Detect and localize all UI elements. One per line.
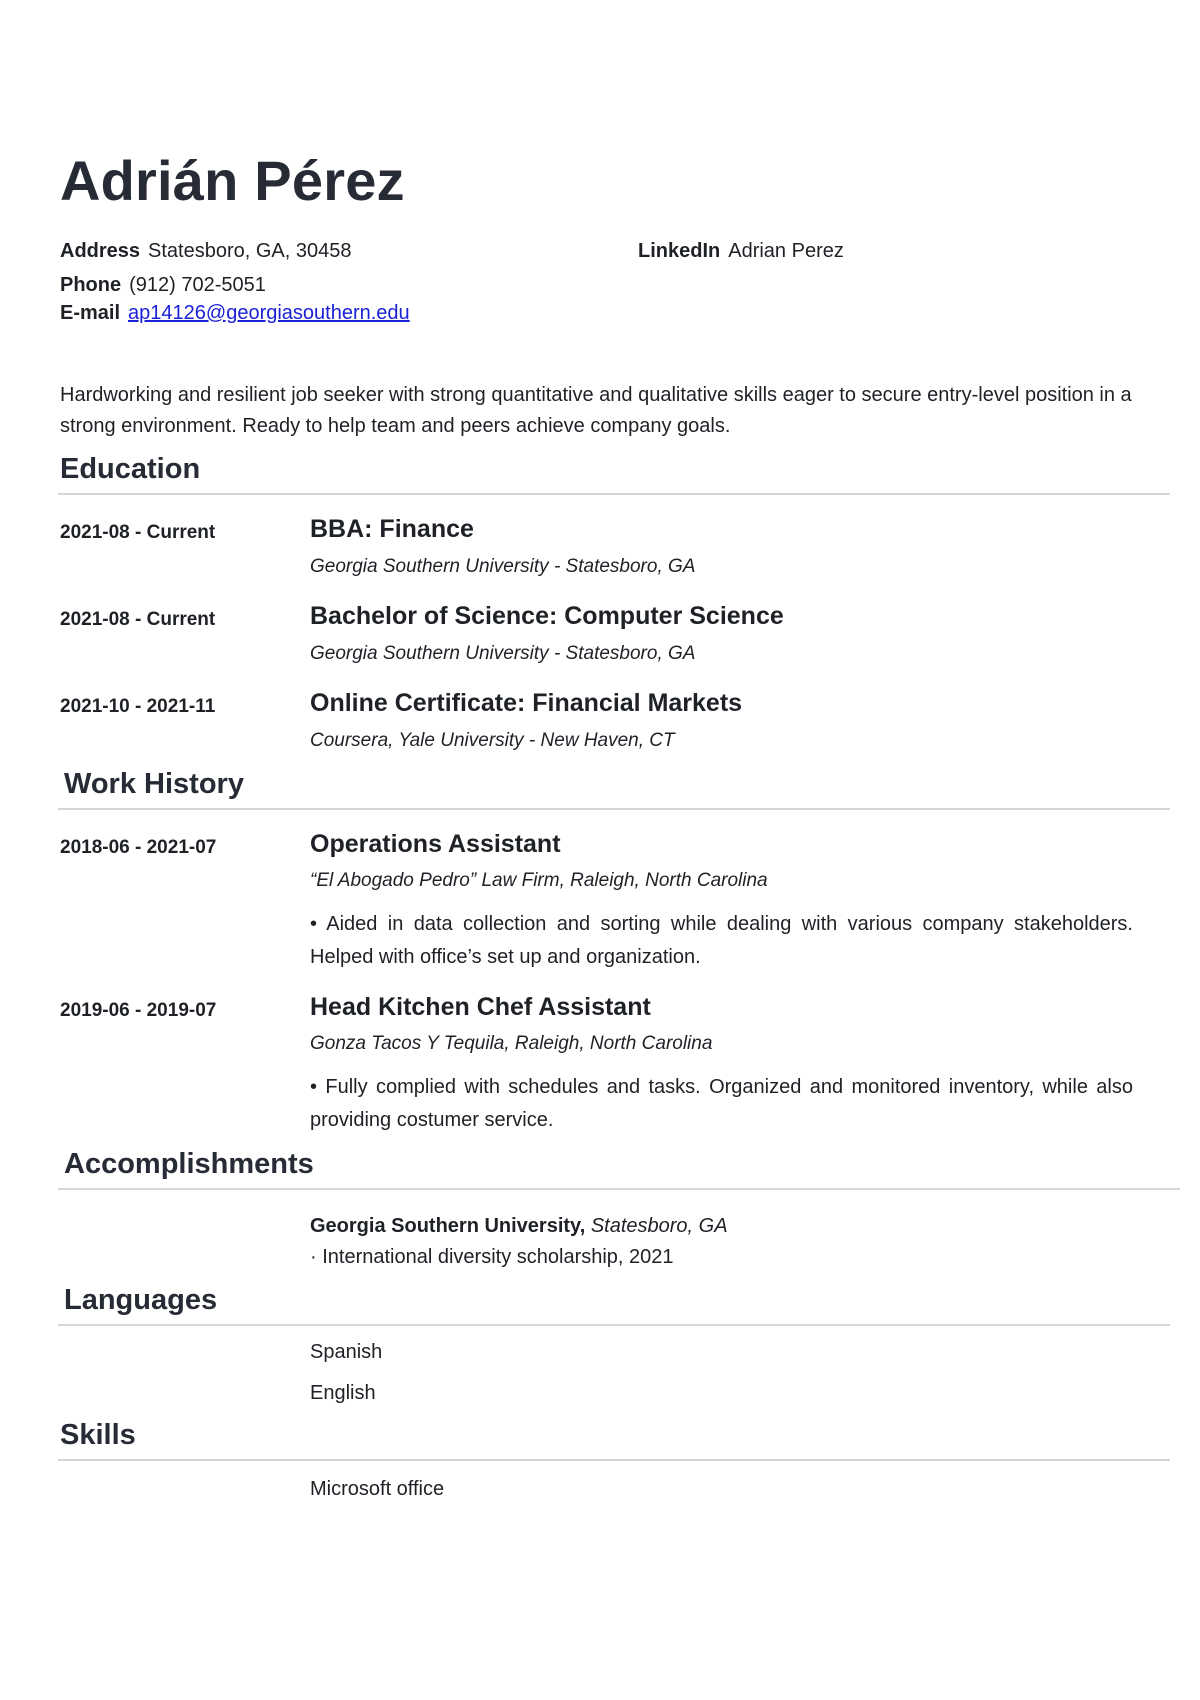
candidate-name: Adrián Pérez: [60, 149, 405, 212]
languages-divider: [58, 1324, 1170, 1326]
phone-value: (912) 702-5051: [129, 274, 266, 296]
education-institution: Georgia Southern University - Statesboro, GA: [310, 556, 696, 577]
email-row: [60, 302, 410, 325]
education-divider: [58, 493, 1170, 495]
linkedin-label: LinkedIn: [638, 240, 721, 262]
address-value: Statesboro, GA, 30458: [148, 240, 352, 262]
accomplishments-divider: [58, 1188, 1180, 1190]
language-item: English: [310, 1382, 376, 1404]
work-history-divider: [58, 808, 1170, 810]
education-date: 2021-10 - 2021-11: [60, 696, 216, 717]
education-institution: Georgia Southern University - Statesboro, GA: [310, 643, 696, 664]
education-degree: BBA: Finance: [310, 515, 474, 543]
work-job-title: Operations Assistant: [310, 830, 561, 858]
email-label: E-mail: [60, 302, 121, 324]
linkedin-row: [638, 240, 844, 263]
address-label: Address: [60, 240, 141, 262]
work-description: • Fully complied with schedules and tasks. Organized and monitored inventory, while also providing costumer service.: [310, 1076, 1133, 1131]
languages-heading: Languages: [64, 1284, 218, 1316]
education-degree: Bachelor of Science: Computer Science: [310, 602, 784, 630]
phone-label: Phone: [60, 274, 122, 296]
work-job-title: Head Kitchen Chef Assistant: [310, 993, 651, 1021]
work-history-heading: Work History: [64, 768, 244, 800]
work-company: “El Abogado Pedro” Law Firm, Raleigh, North Carolina: [310, 870, 768, 891]
skills-divider: [58, 1459, 1170, 1461]
education-date: 2021-08 - Current: [60, 522, 216, 543]
work-date: 2019-06 - 2019-07: [60, 1000, 217, 1021]
address-row: [60, 240, 352, 263]
accomplishments-heading: Accomplishments: [64, 1148, 314, 1180]
accomplishment-source: [310, 1215, 728, 1238]
work-description: • Aided in data collection and sorting while dealing with various company stakeholders. Helped with office’s set up and organization.: [310, 913, 1133, 968]
language-item: Spanish: [310, 1341, 383, 1363]
accomplishment-organization: Georgia Southern University,: [310, 1215, 586, 1237]
education-institution: Coursera, Yale University - New Haven, CT: [310, 730, 675, 751]
email-link[interactable]: ap14126@georgiasouthern.edu: [128, 302, 410, 324]
education-heading: Education: [60, 453, 201, 485]
skills-heading: Skills: [60, 1419, 136, 1451]
education-degree: Online Certificate: Financial Markets: [310, 689, 743, 717]
accomplishment-location: Statesboro, GA: [590, 1215, 728, 1237]
phone-row: [60, 274, 266, 297]
linkedin-value: Adrian Perez: [728, 240, 844, 262]
profile-summary: Hardworking and resilient job seeker with strong quantitative and qualitative skills eager to secure entry-level position in a strong environment. Ready to help team and peers achieve company goals.: [60, 384, 1132, 437]
work-date: 2018-06 - 2021-07: [60, 837, 217, 858]
education-date: 2021-08 - Current: [60, 609, 216, 630]
accomplishment-item: · International diversity scholarship, 2021: [310, 1246, 674, 1268]
skill-item: Microsoft office: [310, 1478, 445, 1500]
work-company: Gonza Tacos Y Tequila, Raleigh, North Carolina: [310, 1033, 713, 1054]
